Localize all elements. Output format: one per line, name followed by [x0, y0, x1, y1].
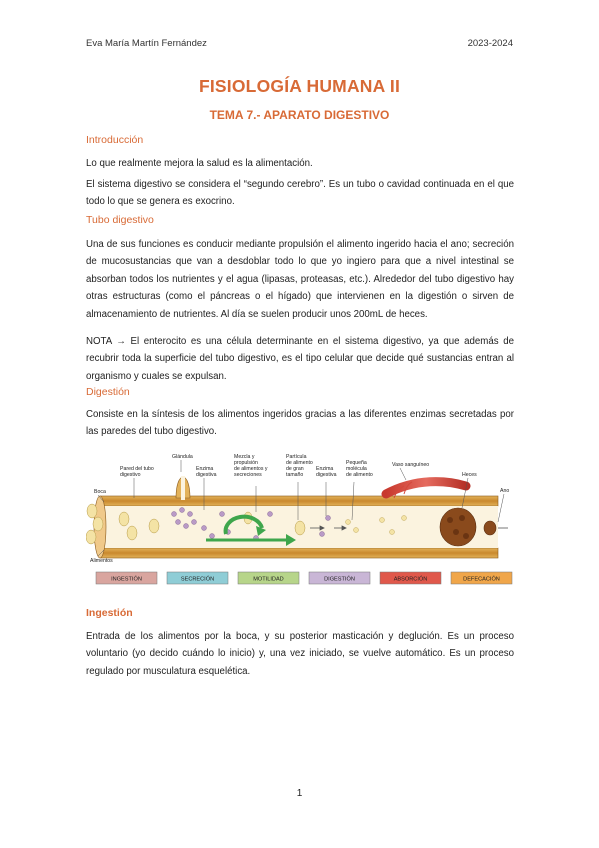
- label-vaso: Vaso sanguíneo: [392, 462, 430, 468]
- label-pequena-1: Pequeña: [346, 460, 367, 466]
- label-mezcla-4: secreciones: [234, 472, 262, 478]
- blood-vessel: [386, 482, 466, 498]
- label-mezcla-3: de alimentos y: [234, 466, 268, 472]
- label-pared-1: Pared del tubo: [120, 466, 154, 472]
- heading-introduccion: Introducción: [86, 134, 144, 146]
- intro-paragraph-2: El sistema digestivo se considera el “segundo cerebro”. Es un tubo o cavidad continuada en el que todo lo que se genera es exocrino.: [86, 179, 514, 208]
- label-enzima2-2: digestiva: [316, 472, 337, 478]
- label-heces: Heces: [462, 472, 477, 478]
- heading-tubo-digestivo: Tubo digestivo: [86, 214, 154, 226]
- process-bar-label-5: DEFECACIÓN: [463, 576, 500, 583]
- process-bars: [96, 572, 512, 584]
- document-title: FISIOLOGÍA HUMANA II: [198, 76, 401, 96]
- header-author: Eva María Martín Fernández: [86, 38, 207, 49]
- document-subtitle: TEMA 7.- APARATO DIGESTIVO: [209, 108, 390, 122]
- label-mezcla-2: propulsión: [234, 460, 258, 466]
- ingestion-paragraph: Entrada de los alimentos por la boca, y su posterior masticación y deglución. Es un proceso voluntario (yo decido cuándo lo inicio) y, una vez iniciado, se vuelve automático. Es un proceso regulado por musculatura esquelética.: [86, 631, 514, 677]
- heading-ingestion: Ingestión: [86, 607, 133, 619]
- label-enzima-2: digestiva: [196, 472, 217, 478]
- label-mezcla-1: Mezcla y: [234, 454, 255, 460]
- process-bar-label-0: INGESTIÓN: [111, 576, 142, 583]
- tubo-paragraph-1: Una de sus funciones es conducir mediante propulsión el alimento ingerido hacia el ano; secreción de mucosustancias que van a desdoblar todo lo que yo ingiero para que a nivel intestinal se absorban todos los nutrientes y el agua (lipasas, proteasas, etc.). Alrededor del tubo digestivo hay otras estructuras (como el páncreas o el hígado) que intervienen en la digestión o sirven de almacenamiento de nutrientes. Al día se suelen producir unos 200mL de heces.: [86, 239, 514, 320]
- process-bar-label-4: ABSORCIÓN: [393, 576, 428, 583]
- label-particula-2: de alimento: [286, 460, 313, 466]
- label-enzima-1: Enzima: [196, 466, 214, 472]
- page-number: 1: [296, 788, 303, 799]
- label-ano: Ano: [500, 488, 510, 494]
- label-pequena-3: de alimento: [346, 472, 373, 478]
- digestive-tube-diagram: [86, 448, 516, 598]
- heading-digestion: Digestión: [86, 386, 130, 398]
- process-bar-label-2: MOTILIDAD: [253, 576, 284, 583]
- label-boca: Boca: [94, 489, 106, 495]
- label-pequena-2: molécula: [346, 466, 367, 472]
- header-year: 2023-2024: [467, 38, 513, 49]
- label-particula-4: tamaño: [286, 472, 304, 478]
- label-particula-1: Partícula: [286, 454, 307, 460]
- label-pared-2: digestivo: [120, 472, 141, 478]
- label-enzima2-1: Enzima: [316, 466, 334, 472]
- digestion-paragraph: Consiste en la síntesis de los alimentos ingeridos gracias a las diferentes enzimas secretadas por las paredes del tubo digestivo.: [86, 409, 514, 438]
- label-glandula: Glándula: [172, 454, 193, 460]
- gland: [176, 476, 190, 500]
- tubo-note: NOTA → El enterocito es una célula determinante en el sistema digestivo, ya que además de recubrir toda la superficie del tubo digestivo, es el tipo celular que decide qué sustancias entran al organismo y cuales se expulsan.: [86, 336, 514, 382]
- label-particula-3: de gran: [286, 466, 304, 472]
- process-bar-label-3: DIGESTIÓN: [324, 576, 355, 583]
- process-bar-label-1: SECRECIÓN: [180, 576, 215, 583]
- label-alimentos: Alimentos: [90, 558, 113, 564]
- intro-paragraph-1: Lo que realmente mejora la salud es la alimentación.: [86, 158, 313, 169]
